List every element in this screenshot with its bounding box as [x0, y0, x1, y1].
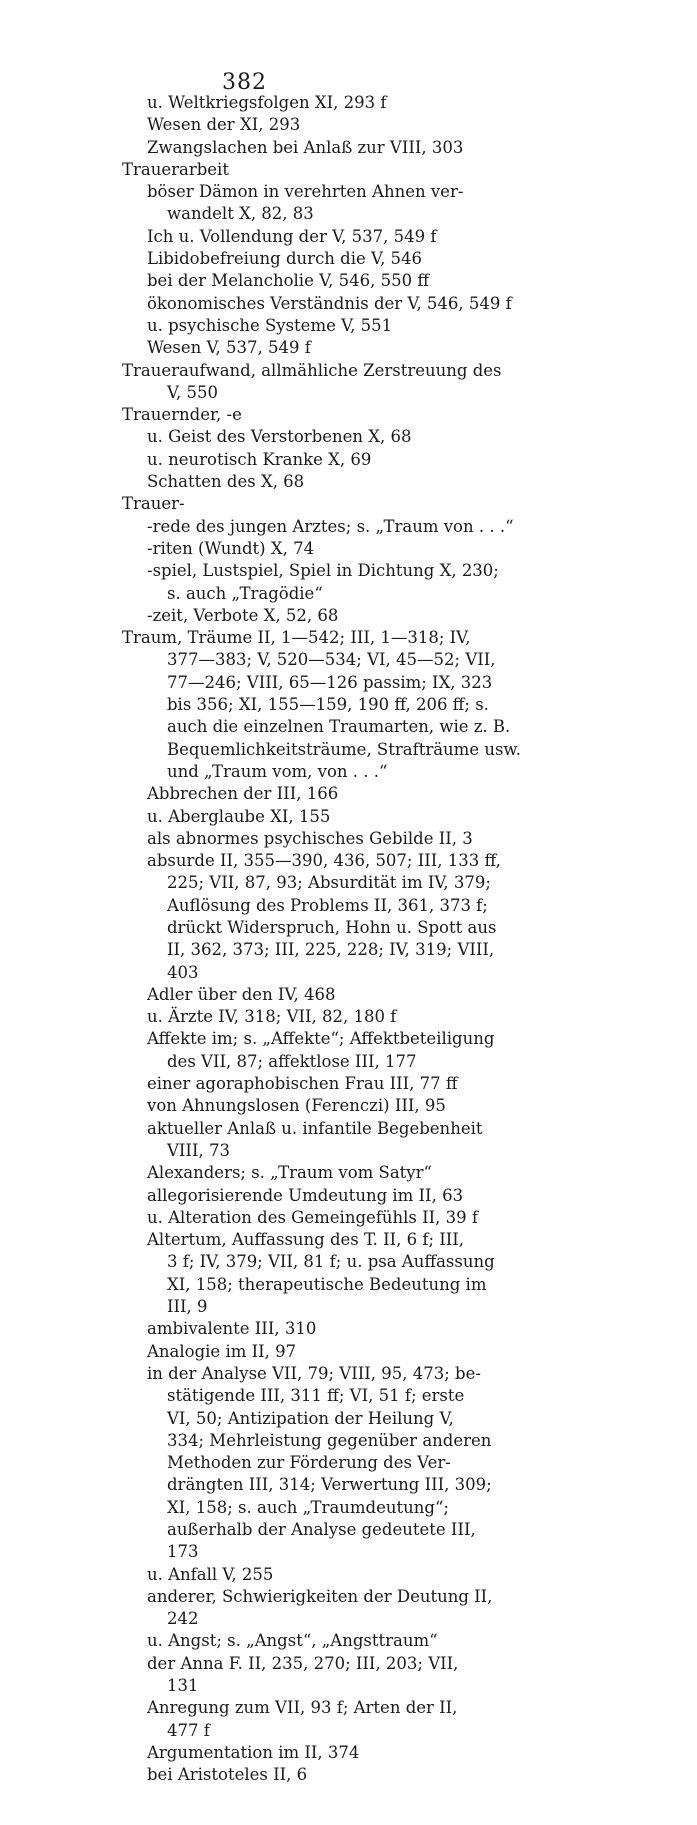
index-continuation: auch die einzelnen Traumarten, wie z. B.: [167, 717, 511, 737]
index-continuation: 225; VII, 87, 93; Absurdität im IV, 379;: [167, 873, 491, 893]
index-subentry: u. Alteration des Gemeingefühls II, 39 f: [147, 1207, 478, 1227]
index-subentry: u. neurotisch Kranke X, 69: [147, 449, 372, 469]
index-continuation: VIII, 73: [167, 1140, 230, 1160]
index-continuation: 242: [167, 1609, 199, 1629]
index-subentry: ambivalente III, 310: [147, 1319, 317, 1339]
index-subentry: -riten (Wundt) X, 74: [147, 538, 315, 558]
index-continuation: außerhalb der Analyse gedeutete III,: [167, 1520, 476, 1539]
index-subentry: u. Anfall V, 255: [147, 1564, 274, 1584]
index-subentry: Argumentation im II, 374: [147, 1742, 360, 1762]
index-subentry: allegorisierende Umdeutung im II, 63: [147, 1185, 464, 1205]
index-continuation: Auflösung des Problems II, 361, 373 f;: [167, 895, 488, 915]
index-subentry: bei Aristoteles II, 6: [147, 1765, 308, 1785]
index-continuation: XI, 158; s. auch „Traumdeutung“;: [167, 1497, 449, 1517]
index-subentry: ökonomisches Verständnis der V, 546, 549 f: [147, 293, 512, 313]
index-subentry: u. Weltkriegsfolgen XI, 293 f: [147, 93, 387, 112]
index-entries: [0, 92, 697, 1787]
index-subentry: Wesen V, 537, 549 f: [147, 338, 311, 358]
index-continuation: XI, 158; therapeutische Bedeutung im: [167, 1274, 487, 1294]
index-headword: Traum, Träume II, 1—542; III, 1—318; IV,: [122, 628, 471, 648]
index-continuation: s. auch „Tragödie“: [167, 583, 323, 603]
index-subentry: einer agoraphobischen Frau III, 77 ff: [147, 1074, 458, 1094]
index-continuation: Methoden zur Förderung des Ver-: [167, 1453, 451, 1473]
index-continuation: und „Traum vom, von . . .“: [167, 761, 388, 781]
index-subentry: u. Ärzte IV, 318; VII, 82, 180 f: [147, 1007, 397, 1027]
index-continuation: 403: [167, 962, 199, 982]
index-subentry: böser Dämon in verehrten Ahnen ver-: [147, 182, 464, 202]
index-subentry: in der Analyse VII, 79; VIII, 95, 473; be-: [147, 1363, 481, 1383]
index-headword: Trauernder, -e: [122, 405, 242, 425]
index-subentry: Analogie im II, 97: [147, 1341, 297, 1361]
index-subentry: aktueller Anlaß u. infantile Begebenheit: [147, 1118, 483, 1138]
index-subentry: anderer, Schwierigkeiten der Deutung II,: [147, 1586, 493, 1606]
index-subentry: Anregung zum VII, 93 f; Arten der II,: [147, 1698, 458, 1718]
index-subentry: Altertum, Auffassung des T. II, 6 f; III,: [147, 1230, 465, 1250]
index-continuation: Bequemlichkeitsträume, Strafträume usw.: [167, 739, 521, 759]
index-subentry: als abnormes psychisches Gebilde II, 3: [147, 828, 473, 848]
index-continuation: des VII, 87; affektlose III, 177: [167, 1051, 417, 1071]
index-subentry: Adler über den IV, 468: [147, 984, 336, 1004]
index-continuation: bis 356; XI, 155—159, 190 ff, 206 ff; s.: [167, 695, 489, 715]
index-subentry: Zwangslachen bei Anlaß zur VIII, 303: [147, 137, 464, 157]
index-subentry: u. psychische Systeme V, 551: [147, 315, 393, 335]
index-subentry: -spiel, Lustspiel, Spiel in Dichtung X, 230;: [147, 561, 499, 581]
index-continuation: 77—246; VIII, 65—126 passim; IX, 323: [167, 672, 493, 692]
index-continuation: 3 f; IV, 379; VII, 81 f; u. psa Auffassung: [167, 1252, 495, 1272]
index-subentry: bei der Melancholie V, 546, 550 ff: [147, 271, 430, 291]
index-subentry: Ich u. Vollendung der V, 537, 549 f: [147, 226, 437, 246]
index-subentry: u. Angst; s. „Angst“, „Angsttraum“: [147, 1631, 438, 1651]
index-continuation: drängten III, 314; Verwertung III, 309;: [167, 1475, 492, 1495]
index-continuation: 334; Mehrleistung gegenüber anderen: [167, 1430, 492, 1450]
index-subentry: Wesen der XI, 293: [147, 115, 301, 135]
index-subentry: Affekte im; s. „Affekte“; Affektbeteiligung: [147, 1029, 495, 1049]
index-continuation: 131: [167, 1676, 199, 1696]
index-subentry: Libidobefreiung durch die V, 546: [147, 249, 423, 269]
index-continuation: V, 550: [167, 382, 219, 402]
index-continuation: VI, 50; Antizipation der Heilung V,: [167, 1408, 454, 1428]
index-subentry: Schatten des X, 68: [147, 472, 305, 492]
index-subentry: absurde II, 355—390, 436, 507; III, 133 ff,: [147, 851, 501, 871]
index-subentry: von Ahnungslosen (Ferenczi) III, 95: [147, 1096, 446, 1116]
index-headword: Trauer-: [122, 494, 185, 514]
index-subentry: u. Geist des Verstorbenen X, 68: [147, 427, 412, 447]
index-subentry: Alexanders; s. „Traum vom Satyr“: [147, 1163, 432, 1183]
index-continuation: 377—383; V, 520—534; VI, 45—52; VII,: [167, 650, 496, 670]
index-continuation: wandelt X, 82, 83: [167, 204, 314, 224]
index-subentry: der Anna F. II, 235, 270; III, 203; VII,: [147, 1653, 459, 1673]
index-subentry: Abbrechen der III, 166: [147, 784, 339, 804]
page-number: 382: [222, 70, 267, 95]
index-continuation: 173: [167, 1542, 199, 1562]
index-continuation: 477 f: [167, 1720, 210, 1740]
index-continuation: drückt Widerspruch, Hohn u. Spott aus: [167, 917, 497, 937]
index-subentry: -zeit, Verbote X, 52, 68: [147, 605, 339, 625]
index-headword: Traueraufwand, allmähliche Zerstreuung des: [122, 360, 502, 380]
index-continuation: II, 362, 373; III, 225, 228; IV, 319; VIII,: [167, 940, 495, 960]
index-subentry: -rede des jungen Arztes; s. „Traum von . . .“: [147, 516, 514, 536]
index-continuation: III, 9: [167, 1297, 208, 1317]
index-headword: Trauerarbeit: [122, 159, 229, 179]
index-continuation: stätigende III, 311 ff; VI, 51 f; erste: [167, 1386, 465, 1406]
index-subentry: u. Aberglaube XI, 155: [147, 806, 331, 826]
